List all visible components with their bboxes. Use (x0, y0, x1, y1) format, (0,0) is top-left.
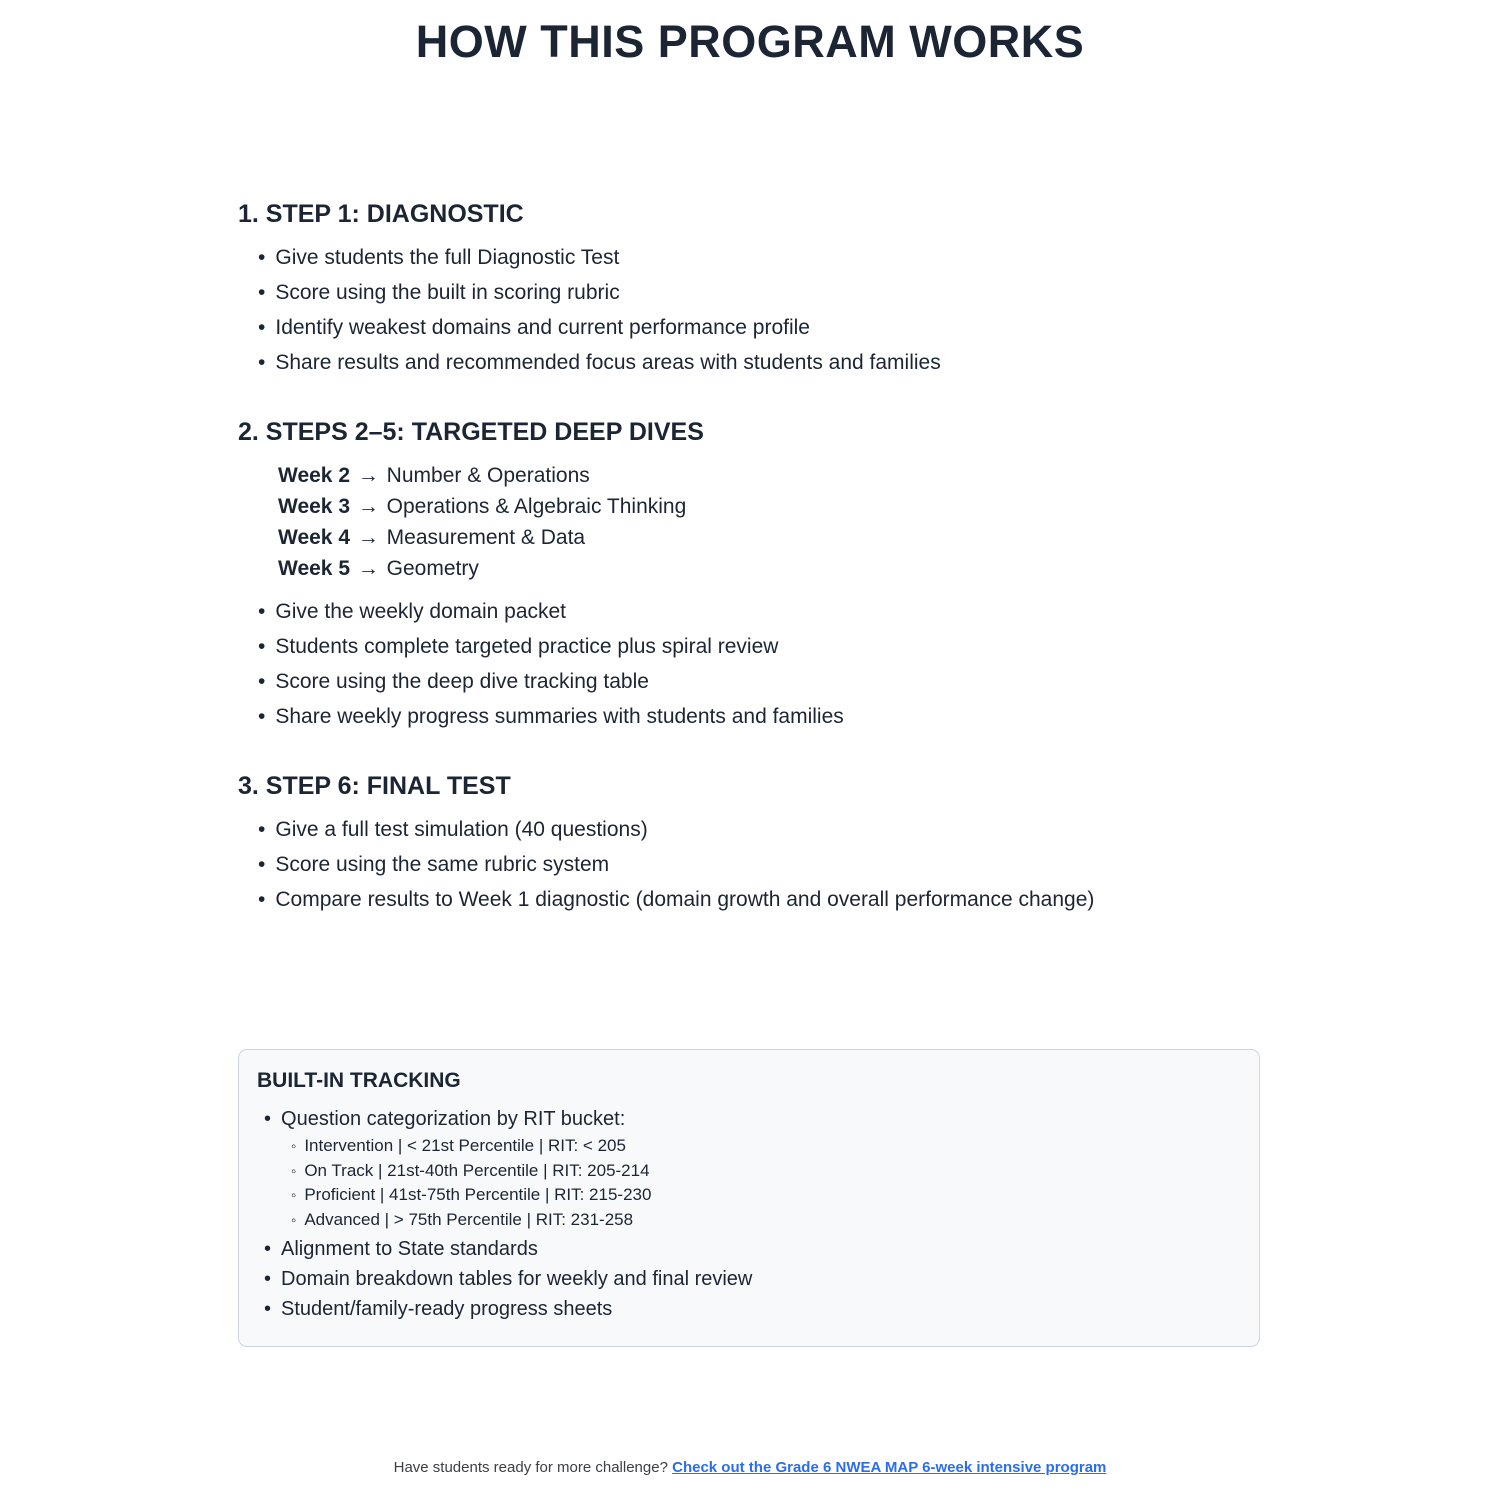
bullet-icon: • (264, 1238, 272, 1260)
tracking-list (257, 1104, 1241, 1324)
week-line (278, 522, 1260, 553)
arrow-icon: → (352, 464, 385, 487)
footer-link[interactable]: Check out the Grade 6 NWEA MAP 6-week intensive program (672, 1459, 1107, 1476)
bullet-text: Score using the deep dive tracking table (275, 670, 649, 693)
bullet-text: Compare results to Week 1 diagnostic (domain growth and overall performance change) (275, 888, 1095, 911)
week-topic: Number & Operations (386, 464, 590, 487)
rit-bucket-item (291, 1208, 1241, 1233)
sub-bullet-icon: ◦ (291, 1187, 297, 1204)
bullet-item (258, 345, 1260, 380)
bullet-icon: • (264, 1268, 272, 1290)
tracking-item-text: Domain breakdown tables for weekly and final review (281, 1268, 753, 1290)
bullet-item (258, 275, 1260, 310)
main-content (238, 200, 1260, 1347)
section-2 (238, 418, 1260, 734)
section-bullet-list (238, 594, 1260, 734)
tracking-item (264, 1294, 1241, 1324)
week-topic: Measurement & Data (386, 526, 586, 549)
rit-bucket-item (291, 1134, 1241, 1159)
tracking-item-text: Question categorization by RIT bucket: (281, 1108, 626, 1130)
week-label: Week 5 (278, 557, 350, 580)
week-topic: Operations & Algebraic Thinking (386, 495, 687, 518)
bullet-text: Share results and recommended focus areas with students and families (275, 351, 941, 374)
rit-bucket-item (291, 1183, 1241, 1208)
bullet-item (258, 629, 1260, 664)
bullet-icon: • (258, 705, 266, 728)
bullet-text: Give a full test simulation (40 questions) (275, 818, 648, 841)
section-bullet-list (238, 812, 1260, 917)
section-1 (238, 200, 1260, 380)
rit-bucket-item (291, 1159, 1241, 1184)
week-label: Week 2 (278, 464, 350, 487)
sub-bullet-icon: ◦ (291, 1162, 297, 1180)
section-3 (238, 772, 1260, 917)
bullet-icon: • (258, 316, 266, 339)
footer-text: Have students ready for more challenge? (393, 1459, 673, 1476)
bullet-item (258, 594, 1260, 629)
arrow-icon: → (352, 495, 385, 518)
week-line (278, 553, 1260, 584)
tracking-item (264, 1234, 1241, 1264)
section-heading: 2. STEPS 2–5: TARGETED DEEP DIVES (238, 418, 704, 446)
tracking-item (264, 1264, 1241, 1294)
week-line (278, 491, 1260, 522)
bullet-item (258, 699, 1260, 734)
rit-bucket-text: Proficient | 41st-75th Percentile | RIT: 215-230 (304, 1185, 652, 1204)
bullet-item (258, 310, 1260, 345)
rit-bucket-text: Intervention | < 21st Percentile | RIT: < 205 (304, 1136, 626, 1155)
bullet-text: Score using the same rubric system (275, 853, 610, 876)
tracking-box (238, 1049, 1260, 1347)
bullet-icon: • (258, 281, 266, 304)
bullet-icon: • (258, 246, 266, 269)
bullet-icon: • (258, 888, 266, 911)
bullet-icon: • (258, 351, 266, 374)
bullet-text: Give the weekly domain packet (275, 600, 567, 623)
section-bullet-list (238, 240, 1260, 380)
sections (238, 200, 1260, 917)
rit-bucket-list (264, 1134, 1241, 1232)
bullet-item (258, 812, 1260, 847)
bullet-item (258, 847, 1260, 882)
bullet-item (258, 240, 1260, 275)
arrow-icon: → (352, 526, 385, 549)
arrow-icon: → (352, 557, 385, 580)
section-heading: 3. STEP 6: FINAL TEST (238, 772, 511, 800)
tracking-item-text: Alignment to State standards (281, 1238, 538, 1260)
bullet-text: Score using the built in scoring rubric (275, 281, 620, 304)
rit-bucket-text: On Track | 21st-40th Percentile | RIT: 205-214 (304, 1160, 650, 1180)
rit-bucket-text: Advanced | > 75th Percentile | RIT: 231-258 (304, 1209, 634, 1229)
bullet-icon: • (258, 670, 266, 693)
tracking-item-text: Student/family-ready progress sheets (281, 1298, 613, 1320)
bullet-icon: • (258, 853, 266, 876)
page-title: HOW THIS PROGRAM WORKS (415, 16, 1085, 67)
bullet-text: Give students the full Diagnostic Test (275, 246, 620, 269)
week-label: Week 3 (278, 495, 350, 518)
bullet-text: Identify weakest domains and current performance profile (275, 316, 810, 339)
bullet-icon: • (258, 600, 266, 623)
bullet-item (258, 664, 1260, 699)
sub-bullet-icon: ◦ (291, 1211, 297, 1229)
tracking-box-heading: BUILT-IN TRACKING (257, 1069, 461, 1092)
footer (0, 1458, 1500, 1477)
bullet-icon: • (264, 1298, 272, 1320)
week-label: Week 4 (278, 526, 350, 549)
bullet-item (258, 882, 1260, 917)
tracking-item (264, 1104, 1241, 1232)
section-heading: 1. STEP 1: DIAGNOSTIC (238, 200, 524, 228)
bullet-text: Share weekly progress summaries with students and families (275, 705, 844, 728)
week-topic: Geometry (386, 557, 479, 580)
bullet-icon: • (258, 818, 266, 841)
bullet-text: Students complete targeted practice plus spiral review (275, 635, 779, 658)
bullet-icon: • (258, 635, 266, 658)
sub-bullet-icon: ◦ (291, 1138, 297, 1155)
week-schedule (278, 460, 1260, 584)
bullet-icon: • (264, 1108, 272, 1130)
week-line (278, 460, 1260, 491)
